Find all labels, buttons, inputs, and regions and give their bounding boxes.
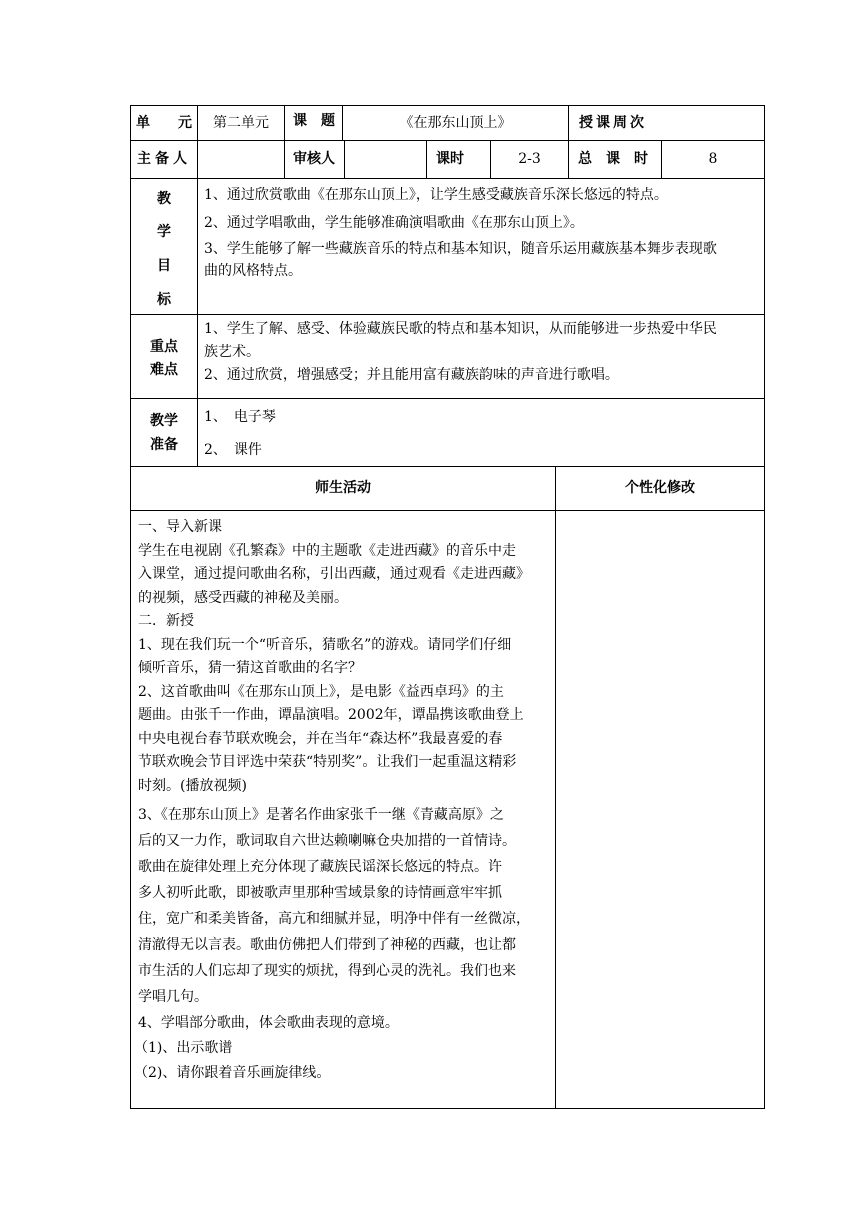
activity-line: 市生活的人们忘却了现实的烦扰，得到心灵的洗礼。我们也来 xyxy=(138,963,516,979)
goal-line: 2、通过学唱歌曲，学生能够准确演唱歌曲《在那东山顶上》。 xyxy=(204,215,584,231)
activity-line: 倾听音乐，猜一猜这首歌曲的名字？ xyxy=(138,660,362,676)
activity-line: 多人初听此歌，即被歌声里那种雪域景象的诗情画意牢牢抓 xyxy=(138,885,502,901)
preparation-item: 1、 电子琴 xyxy=(204,409,276,425)
total-hours-value: 8 xyxy=(708,151,718,167)
row-divider xyxy=(130,105,765,106)
activity-line: 中央电视台春节联欢晚会，并在当年“森达杯”我最喜爱的春 xyxy=(138,730,503,747)
total-hours-label: 总 课 时 xyxy=(578,151,648,167)
activity-line: 住，宽广和柔美皆备，高亢和细腻并显，明净中伴有一丝微凉， xyxy=(138,911,530,927)
col-divider xyxy=(426,140,427,178)
activity-line: 后的又一力作，歌词取自六世达赖喇嘛仓央加措的一首情诗。 xyxy=(138,833,516,849)
activity-line: 3、《在那东山顶上》是著名作曲家张千一继《青藏高原》之 xyxy=(138,807,504,823)
activity-line: 二．新授 xyxy=(138,613,194,629)
activity-line: （2)、请你跟着音乐画旋律线。 xyxy=(134,1065,331,1081)
col-divider xyxy=(284,105,285,178)
activity-line: 时刻。(播放视频) xyxy=(138,777,247,794)
activity-line: 1、现在我们玩一个“听音乐，猜歌名”的游戏。请同学们仔细 xyxy=(138,636,512,653)
activities-header: 师生活动 xyxy=(315,480,371,496)
col-divider xyxy=(568,105,569,178)
activity-line: 学生在电视剧《孔繁森》中的主题歌《走进西藏》的音乐中走 xyxy=(138,542,516,559)
goal-line: 3、学生能够了解一些藏族音乐的特点和基本知识，随音乐运用藏族基本舞步表现歌 xyxy=(204,241,717,257)
activity-line: 4、学唱部分歌曲，体会歌曲表现的意境。 xyxy=(138,1015,399,1031)
topic-label: 课 题 xyxy=(293,113,335,129)
key-point-line: 2、通过欣赏，增强感受；并且能用富有藏族韵味的声音进行歌唱。 xyxy=(204,367,619,383)
goals-label-char: 学 xyxy=(157,224,171,240)
col-divider xyxy=(555,466,556,1109)
period-value: 2-3 xyxy=(518,151,541,167)
key-points-label: 重点 xyxy=(150,339,178,355)
key-point-line: 族艺术。 xyxy=(204,344,260,360)
key-points-label: 难点 xyxy=(150,362,178,378)
personalization-header: 个性化修改 xyxy=(625,480,695,496)
row-divider xyxy=(130,178,765,179)
row-divider xyxy=(130,140,765,141)
unit-value: 第二单元 xyxy=(213,115,269,131)
goals-label-char: 标 xyxy=(157,292,171,308)
activity-line: 一、导入新课 xyxy=(138,519,222,535)
activity-line: 的视频，感受西藏的神秘及美丽。 xyxy=(138,589,348,606)
activity-line: （1)、出示歌谱 xyxy=(134,1040,233,1056)
activity-line: 学唱几句。 xyxy=(138,989,208,1005)
row-divider xyxy=(130,398,765,399)
activity-line: 题曲。由张千一作曲，谭晶演唱。2002年，谭晶携该歌曲登上 xyxy=(138,707,524,723)
activity-line: 清澈得无以言表。歌曲仿佛把人们带到了神秘的西藏，也让都 xyxy=(138,937,516,953)
activity-line: 入课堂，通过提问歌曲名称，引出西藏，通过观看《走进西藏》 xyxy=(138,566,530,582)
row-divider xyxy=(130,510,765,511)
unit-label: 单 元 xyxy=(136,115,192,131)
period-label: 课时 xyxy=(436,151,464,167)
col-divider xyxy=(344,140,345,178)
weeks-label: 授课周次 xyxy=(579,115,647,131)
goals-label-char: 目 xyxy=(157,258,171,274)
reviewer-label: 审核人 xyxy=(293,151,335,167)
key-point-line: 1、学生了解、感受、体验藏族民歌的特点和基本知识，从而能够进一步热爱中华民 xyxy=(204,321,717,337)
col-divider xyxy=(197,105,198,466)
activity-line: 2、这首歌曲叫《在那东山顶上》，是电影《益西卓玛》的主 xyxy=(138,683,504,700)
col-divider xyxy=(764,105,765,1109)
activity-line: 歌曲在旋律处理上充分体现了藏族民谣深长悠远的特点。许 xyxy=(138,859,502,875)
row-divider xyxy=(130,314,765,315)
preparation-label: 教学 xyxy=(150,413,178,429)
row-divider xyxy=(130,466,765,467)
owner-label: 主备人 xyxy=(137,151,191,167)
goals-label-char: 教 xyxy=(157,191,171,207)
preparation-label: 准备 xyxy=(150,437,178,453)
row-divider xyxy=(130,1108,765,1109)
goal-line: 曲的风格特点。 xyxy=(204,263,302,279)
activity-line: 节联欢晚会节目评选中荣获“特别奖”。让我们一起重温这精彩 xyxy=(138,754,517,770)
topic-value: 《在那东山顶上》 xyxy=(399,115,512,131)
goal-line: 1、通过欣赏歌曲《在那东山顶上》，让学生感受藏族音乐深长悠远的特点。 xyxy=(204,187,668,203)
preparation-item: 2、 课件 xyxy=(204,442,262,458)
